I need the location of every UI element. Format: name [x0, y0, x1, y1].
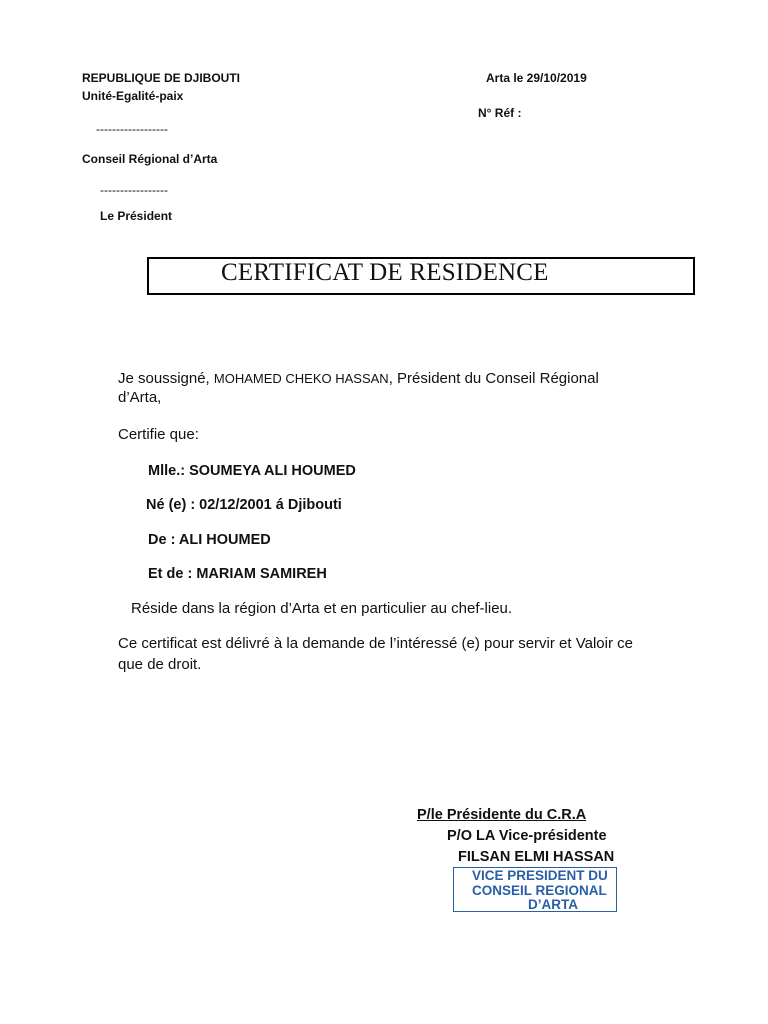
document-title: CERTIFICAT DE RESIDENCE: [221, 259, 549, 286]
council-name: Conseil Régional d’Arta: [82, 152, 218, 166]
closing-line-2: que de droit.: [118, 656, 202, 673]
header-separator: ------------------: [96, 122, 168, 136]
place-date: Arta le 29/10/2019: [486, 71, 587, 85]
signatory-name: MOHAMED CHEKO HASSAN: [213, 371, 389, 386]
reference-number: N° Réf :: [478, 106, 522, 120]
birth-info: Né (e) : 02/12/2001 á Djibouti: [146, 497, 342, 513]
stamp-line-3: D’ARTA: [528, 897, 578, 912]
stamp-line-2: CONSEIL REGIONAL: [472, 883, 607, 898]
certifies-text: Certifie que:: [118, 426, 199, 443]
intro-line-2: d’Arta,: [118, 389, 162, 406]
closing-line-1: Ce certificat est délivré à la demande de l’intéressé (e) pour servir et Valoir ce: [118, 635, 633, 652]
country-name: REPUBLIQUE DE DJIBOUTI: [82, 71, 241, 85]
header-separator: -----------------: [100, 183, 168, 197]
signature-line-2: P/O LA Vice-présidente: [447, 828, 607, 844]
national-motto: Unité-Egalité-paix: [82, 89, 184, 103]
signature-line-1: P/le Présidente du C.R.A: [417, 807, 587, 823]
intro-suffix: , Président du Conseil Régional: [388, 370, 599, 387]
president-role: Le Président: [100, 209, 173, 223]
intro-prefix: Je soussigné,: [118, 370, 214, 387]
intro-line: [118, 370, 599, 387]
residence-statement: Réside dans la région d’Arta et en particulier au chef-lieu.: [131, 600, 513, 617]
signatory-title-name: FILSAN ELMI HASSAN: [458, 849, 615, 865]
stamp-line-1: VICE PRESIDENT DU: [472, 868, 608, 883]
person-name: Mlle.: SOUMEYA ALI HOUMED: [148, 463, 356, 479]
official-stamp: [453, 867, 617, 912]
mother-name: Et de : MARIAM SAMIREH: [148, 566, 327, 582]
father-name: De : ALI HOUMED: [148, 532, 271, 548]
title-box: [147, 257, 695, 295]
